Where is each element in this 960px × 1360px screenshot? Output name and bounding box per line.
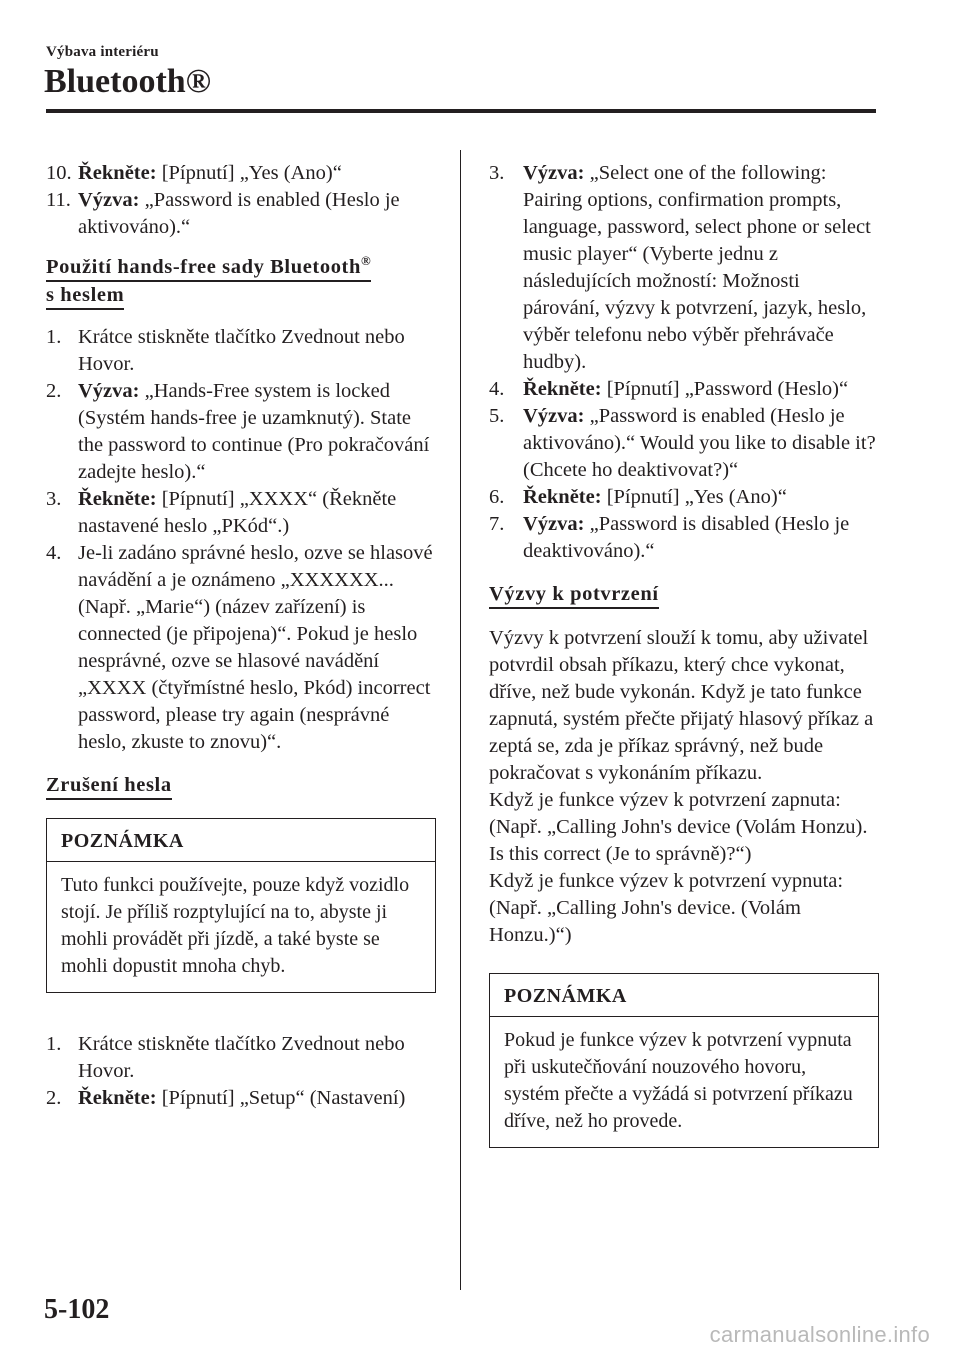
list-item <box>489 484 879 511</box>
item-keyword: Řekněte: <box>78 488 157 510</box>
item-text: Krátce stiskněte tlačítko Zvednout nebo Hovor. <box>78 1033 405 1082</box>
item-keyword: Výzva: <box>78 189 140 211</box>
list-item <box>46 486 436 540</box>
item-keyword: Řekněte: <box>523 486 602 508</box>
subheading-text: Zrušení hesla <box>46 773 172 800</box>
list-item <box>46 378 436 486</box>
note-title: POZNÁMKA <box>47 819 435 862</box>
item-number: 3. <box>46 488 62 510</box>
item-number: 5. <box>489 405 505 427</box>
subheading-line1: Použití hands-free sady Bluetooth <box>46 256 361 278</box>
item-text: „Select one of the following: Pairing options, confirmation prompts, language, password, select phone or select music player“ (Vyberte jednu z následujících možností: Možnosti párování, výzvy k potvrzení, jazyk, heslo, výběr telefonu nebo výběr přehrávače hudby). <box>523 162 871 373</box>
item-text: [Pípnutí] „Yes (Ano)“ <box>156 162 342 184</box>
paragraph: Výzvy k potvrzení slouží k tomu, aby uživatel potvrdil obsah příkazu, který chce vykonat, dříve, než bude vykonán. Když je tato funkce zapnutá, systém přečte přijatý hlasový příkaz a zeptá se, zda je příkaz správný, než bude pokračovat s vykonáním příkazu. <box>489 627 874 784</box>
item-keyword: Výzva: <box>523 162 585 184</box>
item-keyword: Výzva: <box>523 513 585 535</box>
note-body: Tuto funkci používejte, pouze když vozidlo stojí. Je příliš rozptylující na to, abyste ji mohli provádět při jízdě, a také byste se mohli dopustit mnoha chyb. <box>61 874 410 977</box>
registered-mark: ® <box>360 253 372 269</box>
item-text: „Password is enabled (Heslo je aktivováno).“ Would you like to disable it? (Chcete ho deaktivovat?)“ <box>523 405 876 481</box>
section-label: Výbava interiéru <box>46 44 159 60</box>
item-number: 3. <box>489 162 505 184</box>
list-item <box>489 403 879 484</box>
list-item <box>46 540 436 756</box>
item-text: [Pípnutí] „Yes (Ano)“ <box>601 486 787 508</box>
item-text: „Password is disabled (Heslo je deaktivováno).“ <box>523 513 850 562</box>
list-item <box>46 324 436 378</box>
item-keyword: Řekněte: <box>78 162 157 184</box>
list-item <box>46 1031 436 1085</box>
note-box <box>489 973 879 1148</box>
item-keyword: Řekněte: <box>523 378 602 400</box>
item-keyword: Výzva: <box>78 380 140 402</box>
subheading-text: Výzvy k potvrzení <box>489 582 659 609</box>
list-item <box>46 187 436 241</box>
list-item <box>489 511 879 565</box>
watermark: carmanualsonline.info <box>709 1322 930 1347</box>
subheading-cancel-password <box>46 772 436 800</box>
item-text: „Hands-Free system is locked (Systém hands-free je uzamknutý). State the password to continue (Pro pokračování zadejte heslo).“ <box>78 380 430 483</box>
item-number: 11. <box>46 189 71 211</box>
page-number: 5-102 <box>44 1294 110 1325</box>
column-divider <box>460 150 461 1290</box>
item-number: 1. <box>46 1033 62 1055</box>
list-item <box>489 160 879 376</box>
right-column <box>489 160 879 1148</box>
note-title: POZNÁMKA <box>490 974 878 1017</box>
item-text: [Pípnutí] „XXXX“ (Řekněte nastavené heslo „PKód“.) <box>78 488 397 537</box>
list-item <box>46 1085 436 1112</box>
list-item <box>489 376 879 403</box>
item-text: „Password is enabled (Heslo je aktivováno).“ <box>78 189 400 238</box>
item-number: 4. <box>489 378 505 400</box>
subheading-password-usage <box>46 254 436 310</box>
item-number: 7. <box>489 513 505 535</box>
item-text: [Pípnutí] „Password (Heslo)“ <box>601 378 849 400</box>
item-number: 4. <box>46 542 62 564</box>
item-text: [Pípnutí] „Setup“ (Nastavení) <box>156 1087 406 1109</box>
paragraph: Když je funkce výzev k potvrzení vypnuta: (Např. „Calling John's device. (Volám Honzu.)“) <box>489 870 844 946</box>
item-number: 2. <box>46 380 62 402</box>
item-number: 6. <box>489 486 505 508</box>
page-title: Bluetooth® <box>44 63 212 100</box>
note-body: Pokud je funkce výzev k potvrzení vypnuta při uskutečňování nouzového hovoru, systém přečte a vyžádá si potvrzení příkazu dříve, než ho provede. <box>504 1029 853 1132</box>
subheading-line2: s heslem <box>46 283 124 310</box>
item-number: 1. <box>46 326 62 348</box>
item-text: Krátce stiskněte tlačítko Zvednout nebo Hovor. <box>78 326 405 375</box>
item-number: 10. <box>46 162 72 184</box>
item-keyword: Řekněte: <box>78 1087 157 1109</box>
list-item <box>46 160 436 187</box>
left-column <box>46 160 436 1112</box>
title-rule <box>46 109 876 113</box>
item-text: Je-li zadáno správné heslo, ozve se hlasové navádění a je oznámeno „XXXXXX... (Např. „Marie“) (název zařízení) is connected (je připojena)“. Pokud je heslo nesprávné, ozve se hlasové navádění „XXXX (čtyřmístné heslo, Pkód) incorrect password, please try again (nesprávné heslo, zkuste to znovu)“. <box>78 542 433 753</box>
item-number: 2. <box>46 1087 62 1109</box>
subheading-confirmation-prompts <box>489 581 879 609</box>
item-keyword: Výzva: <box>523 405 585 427</box>
paragraph: Když je funkce výzev k potvrzení zapnuta: (Např. „Calling John's device (Volám Honzu). Is this correct (Je to správně)?“) <box>489 789 868 865</box>
note-box <box>46 818 436 993</box>
